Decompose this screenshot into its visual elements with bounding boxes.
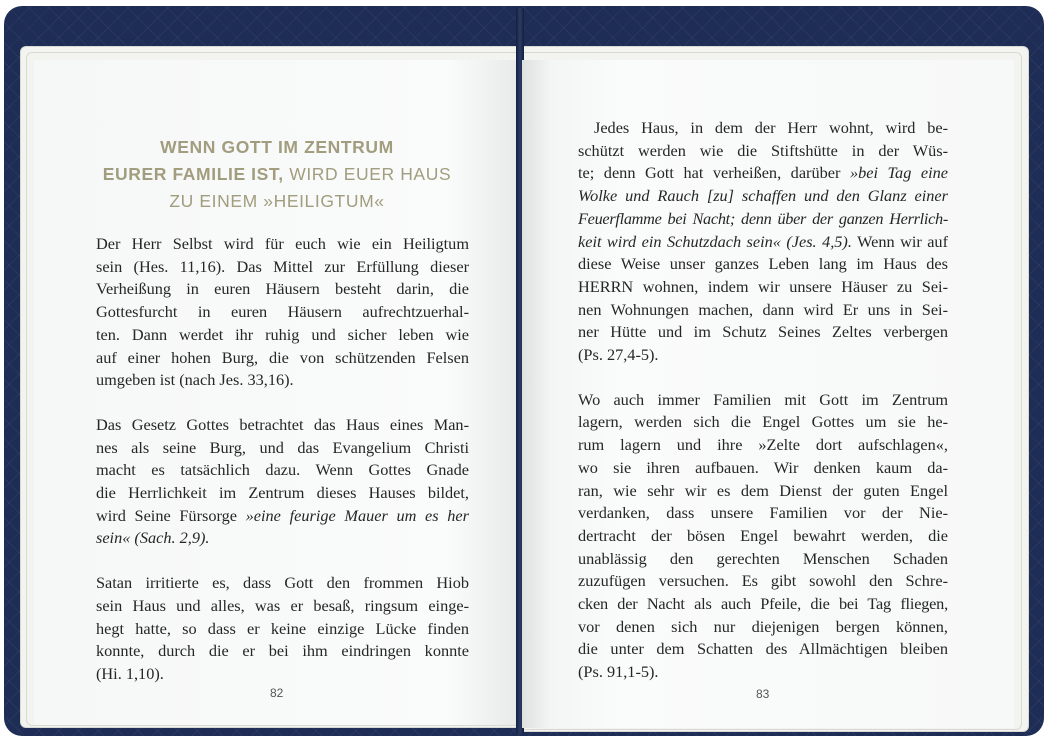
quote-italic: Wolke und Rauch [zu] schaffen und den Glanz einer [578,186,948,206]
quote-italic: keit wird ein Schutzdach sein« (Jes. 4,5). [578,231,852,251]
text-line [578,231,948,254]
text-line: lagern, werden sich die Engel Gottes um sie he- [578,412,948,432]
text-line: hegt hatte, so dass er keine einzige Lücke finden [96,618,469,638]
right-text-column [578,117,948,684]
text-line [96,527,469,550]
text-line: (Ps. 27,4-5). [578,345,659,365]
text-line: ran, wie sehr wir es dem Dienst der guten Engel [578,480,948,500]
text-line: macht es tatsächlich dazu. Wenn Gottes Gnade [96,460,469,480]
text-line: Verheißung in euren Häusern besteht darin, die [96,279,469,299]
text-line: wo sie ihren aufbauen. Wir denken kaum da- [578,457,948,477]
heading-line-2-bold: EURER FAMILIE IST, [102,164,284,184]
heading-line-1: WENN GOTT IM ZENTRUM [160,137,394,157]
text-normal: Wenn wir auf [851,231,948,251]
text-line: ner Hütte und im Schutz Seines Zeltes verbergen [578,322,948,342]
paragraph-2 [96,414,469,550]
text-line: Jedes Haus, in dem der Herr wohnt, wird be- [594,118,948,137]
heading-line-2-rest: WIRD EUER HAUS [283,164,452,184]
text-line: rum lagern und ihre »Zelte dort aufschlagen«, [578,435,948,455]
paragraph-1 [578,117,948,367]
chapter-heading [74,134,480,215]
text-line: Gottesfurcht in euren Häusern aufrechtzuerhal- [96,302,469,322]
text-line [578,162,948,185]
text-line: (Ps. 91,1-5). [578,662,659,682]
quote-italic: »bei Tag eine [849,163,948,183]
text-line: auf einer hohen Burg, die von schützenden Felsen [96,347,469,367]
text-line: schützt werden wie die Stiftshütte in der Wüs- [578,140,948,160]
text-line: Das Gesetz Gottes betrachtet das Haus eines Man- [96,414,469,434]
text-line: (Hi. 1,10). [96,663,164,683]
text-line [578,185,948,208]
text-line [96,505,469,528]
right-page [522,60,1014,728]
page-number-left: 82 [270,686,284,700]
paragraph-2 [578,389,948,684]
text-line: vor denen sich nur diejenigen bergen können, [578,616,948,636]
paragraph-3 [96,572,469,686]
text-line: unablässig den gerechten Menschen Schaden [578,548,948,568]
heading-line-2 [74,161,480,188]
page-number-right: 83 [756,687,770,701]
text-line: Wo auch immer Familien mit Gott im Zentrum [578,389,948,409]
text-line: sein (Hes. 11,16). Das Mittel zur Erfüllung dieser [96,256,469,276]
text-line [578,208,948,231]
text-line: Der Herr Selbst wird für euch wie ein Heiligtum [96,234,469,253]
text-line: cken der Nacht als auch Pfeile, die bei Tag fliegen, [578,594,948,614]
quote-italic: »eine feurige Mauer um es her [245,505,469,525]
left-text-column [96,233,469,686]
text-normal: te; denn Gott hat verheißen, darüber [578,163,850,183]
text-line: nes als seine Burg, und das Evangelium Christi [96,437,469,457]
text-normal: wird Seine Fürsorge [96,505,246,525]
text-line: nen Wohnungen machen, dann wird Er uns in Sei- [578,299,948,319]
text-line: diese Weise unser ganzes Leben lang im Haus des [578,254,948,274]
heading-line-3: ZU EINEM »HEILIGTUM« [169,191,385,211]
paragraph-1 [96,233,469,392]
text-line: konnte, durch die er bei ihm eindringen konnte [96,641,469,661]
quote-italic: sein« (Sach. 2,9). [96,528,210,548]
left-page [34,60,520,725]
text-line: sein Haus und alles, was er besaß, ringsum einge- [96,595,469,615]
text-line: umgeben ist (nach Jes. 33,16). [96,370,294,390]
text-line: zuzufügen versuchen. Es gibt sowohl den Schre- [578,571,948,591]
text-line: die Herrlichkeit im Zentrum dieses Hauses bildet, [96,483,469,503]
text-line: Satan irritierte es, dass Gott den frommen Hiob [96,573,469,593]
text-line: dertracht der bösen Engel bewahrt werden, die [578,525,948,545]
text-line: HERRN wohnen, indem wir unsere Häuser zu Sei- [578,276,948,296]
text-line: verdanken, dass unsere Familien vor der Nie- [578,503,948,523]
quote-italic: Feuerflamme bei Nacht; denn über der ganzen Herrlich- [578,208,948,228]
text-line: die unter dem Schatten des Allmächtigen bleiben [578,639,948,659]
text-line: ten. Dann werdet ihr ruhig und sicher leben wie [96,324,469,344]
